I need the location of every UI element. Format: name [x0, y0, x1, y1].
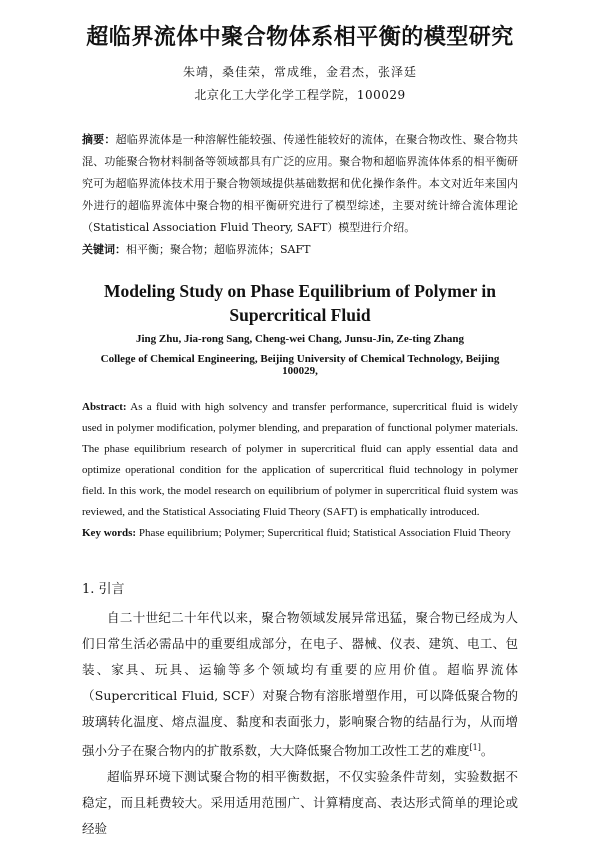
en-authors: Jing Zhu, Jia-rong Sang, Cheng-wei Chang, Junsu-Jin, Ze-ting Zhang [135, 333, 465, 345]
section-heading: 1. 引言 [82, 582, 125, 597]
en-abstract-text: As a fluid with high solvency and transfer performance, supercritical fluid is widely used in polymer modification, polymer blending, and preparation of functional polymer materials. The phase equilibrium research of polymer in supercritical fluid can apply essential data and optimize operational condition for the application of supercritical fluid technology in polymer field. In this work, the model research on equilibrium of polymer in supercritical fluid system was reviewed, and the Statistical Associating Fluid Theory (SAFT) is emphatically introduced. [82, 401, 518, 518]
paragraph-1-text: 自二十世纪二十年代以来，聚合物领域发展异常迅猛，聚合物已经成为人们日常生活必需品中的重要组成部分，在电子、器械、仪表、建筑、电工、包装、家具、玩具、运输等多个领域均有重要的应用价值。超临界流体（Supercritical Fluid, SCF）对聚合物有溶胀增塑作用，可以降低聚合物的玻璃转化温度、熔点温度、黏度和表面张力，影响聚合物的结晶行为，从而增强小分子在聚合物内的扩散系数，大大降低聚合物加工改性工艺的难度 [82, 610, 518, 759]
en-keywords-label: Key words: [82, 527, 137, 539]
paragraph-1-end: 。 [480, 743, 494, 759]
en-abstract [82, 397, 518, 523]
en-affiliation: College of Chemical Engineering, Beijing University of Chemical Technology, Beijing 100029, [100, 353, 500, 377]
section-body [82, 605, 518, 842]
citation-ref: [1] [469, 743, 481, 752]
cn-affiliation: 北京化工大学化学工程学院，100029 [194, 88, 406, 102]
en-title [82, 279, 518, 327]
en-title-line1: Modeling Study on Phase Equilibrium of Polymer in [103, 281, 497, 301]
en-keywords-text: Phase equilibrium; Polymer; Supercritical fluid; Statistical Association Fluid Theory [138, 527, 511, 539]
paragraph [82, 605, 518, 764]
cn-abstract-text: 超临界流体是一种溶解性能较强、传递性能较好的流体，在聚合物改性、聚合物共混、功能聚合物材料制备等领域都具有广泛的应用。聚合物和超临界流体体系的相平衡研究可为超临界流体技术用于聚合物领域提供基础数据和优化操作条件。本文对近年来国内外进行的超临界流体中聚合物的相平衡研究进行了模型综述，主要对统计缔合流体理论（Statistical Association Fluid Theory, SAFT）模型进行介绍。 [82, 133, 519, 234]
en-keywords [82, 523, 518, 544]
cn-keywords-text: 相平衡；聚合物；超临界流体；SAFT [126, 243, 311, 256]
cn-keywords-label: 关键词： [82, 243, 126, 256]
cn-title: 超临界流体中聚合物体系相平衡的模型研究 [86, 25, 514, 50]
cn-abstract-label: 摘要： [82, 133, 116, 146]
paragraph: 超临界环境下测试聚合物的相平衡数据，不仅实验条件苛刻，实验数据不稳定，而且耗费较大。采用适用范围广、计算精度高、表达形式简单的理论或经验 [82, 769, 518, 837]
cn-abstract [82, 129, 518, 239]
cn-keywords [82, 239, 518, 261]
en-title-line2: Supercritical Fluid [229, 305, 371, 325]
en-abstract-label: Abstract: [82, 401, 127, 413]
cn-authors: 朱靖，桑佳荣，常成维，金君杰，张泽廷 [182, 65, 417, 79]
